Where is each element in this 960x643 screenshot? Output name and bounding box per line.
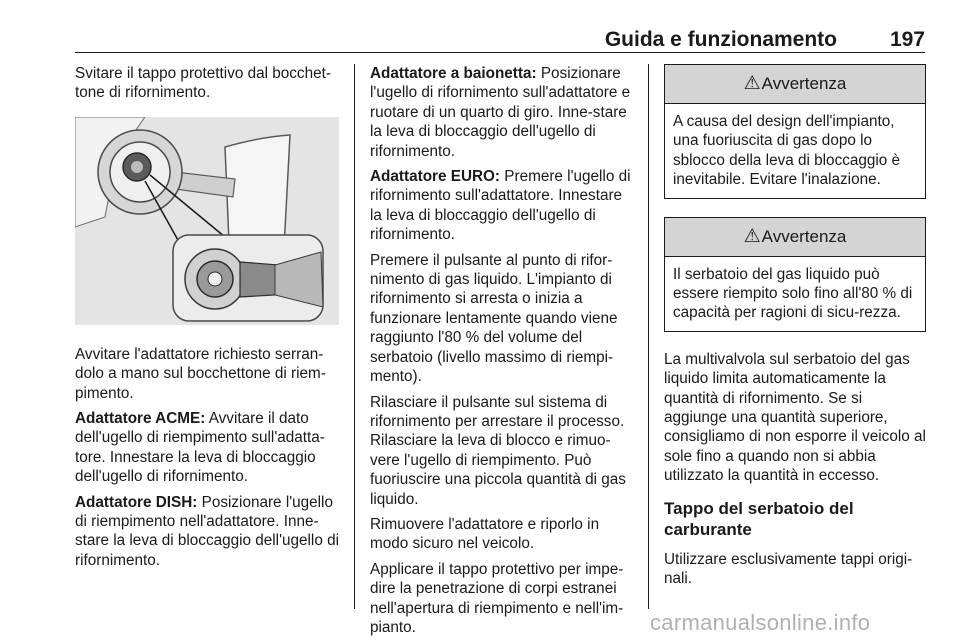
bayonet-text: Posizionare l'ugello di rifornimento sull'adattatore e ruotare di un quarto di giro. Inne-stare la leva di bloccaggio dell'ugello di rifornimento. — [370, 65, 631, 160]
original-caps-paragraph: Utilizzare esclusivamente tappi origi-nali. — [664, 550, 913, 588]
acme-paragraph — [75, 409, 345, 487]
release-button-paragraph: Rilasciare il pulsante sul sistema di rifornimento per arrestare il processo. Rilasciare la leva di blocco e rimuo-vere l'ugello di riempimento. Può fuoriuscire una piccola quantità di gas liquido. — [370, 393, 626, 508]
bayonet-paragraph — [370, 64, 634, 161]
column-divider-left — [354, 64, 355, 609]
remove-adapter-paragraph: Rimuovere l'adattatore e riporlo in modo sicuro nel veicolo. — [370, 515, 600, 553]
dish-text: Posizionare l'ugello di riempimento nell'adattatore. Inne-stare la leva di bloccaggio dell'ugello di rifornimento. — [75, 493, 339, 569]
multivalve-paragraph: La multivalvola sul serbatoio del gas liquido limita automaticamente la quantità di rifornimento. Se si aggiunge una quantità superiore, consigliamo di non esporre il veicolo al sole fino a quando non si abbia utilizzato la quantità in eccesso. — [664, 350, 926, 485]
acme-label: Adattatore ACME: — [75, 410, 206, 428]
column-divider-right — [648, 64, 649, 609]
warning-header — [665, 218, 925, 257]
warning-triangle-icon: ⚠ — [743, 73, 761, 95]
euro-paragraph — [370, 167, 634, 245]
warning-box-fill-limit — [664, 217, 926, 332]
intro-paragraph: Svitare il tappo protettivo dal bocchet-tone di rifornimento. — [75, 65, 331, 102]
euro-text: Premere l'ugello di rifornimento sull'adattatore. Innestare la leva di bloccaggio dell'ugello di rifornimento. — [370, 168, 631, 244]
warning-title: Avvertenza — [761, 74, 847, 94]
section-title: Guida e funzionamento — [604, 28, 837, 51]
dish-label: Adattatore DISH: — [75, 493, 198, 511]
warning-triangle-icon: ⚠ — [743, 225, 761, 247]
page-number: 197 — [889, 28, 925, 51]
warning-title: Avvertenza — [761, 226, 847, 246]
euro-label: Adattatore EURO: — [370, 168, 501, 186]
section-heading-fuel-cap: Tappo del serbatoio del carburante — [664, 498, 854, 539]
dish-paragraph — [75, 493, 345, 571]
filler-neck-drawing — [75, 117, 339, 325]
press-button-paragraph: Premere il pulsante al punto di rifor-nimento di gas liquido. L'impianto di rifornimento si arresta o inizia a funzionare lentamente quando viene raggiunto l'80 % del volume del serbatoio (livello massimo di riempi-mento). — [370, 251, 618, 386]
page-header — [75, 22, 925, 53]
column-right — [664, 64, 926, 595]
screw-adapter-paragraph: Avvitare l'adattatore richiesto serran-dolo a mano sul bocchettone di riem-pimento. — [75, 345, 326, 402]
column-middle — [370, 64, 634, 643]
watermark: carmanualsonline.info — [650, 610, 871, 635]
apply-cap-paragraph: Applicare il tappo protettivo per impe-dire la penetrazione di corpi estranei nell'apertura di riempimento e nell'im-pianto. — [370, 560, 624, 636]
warning-text: Il serbatoio del gas liquido può essere riempito solo fino all'80 % di capacità per ragioni di sicu-rezza. — [673, 265, 913, 322]
column-left — [75, 64, 345, 576]
filler-neck-illustration — [75, 117, 339, 325]
warning-box-gas-leak — [664, 64, 926, 199]
acme-text: Avvitare il dato dell'ugello di riempimento sull'adatta-tore. Innestare la leva di bloccaggio dell'ugello di rifornimento. — [75, 410, 325, 486]
warning-header — [665, 65, 925, 104]
bayonet-label: Adattatore a baionetta: — [370, 65, 537, 82]
warning-text: A causa del design dell'impianto, una fuoriuscita di gas dopo lo sblocco della leva di bloccaggio è inevitabile. Evitare l'inalazione. — [673, 113, 901, 189]
